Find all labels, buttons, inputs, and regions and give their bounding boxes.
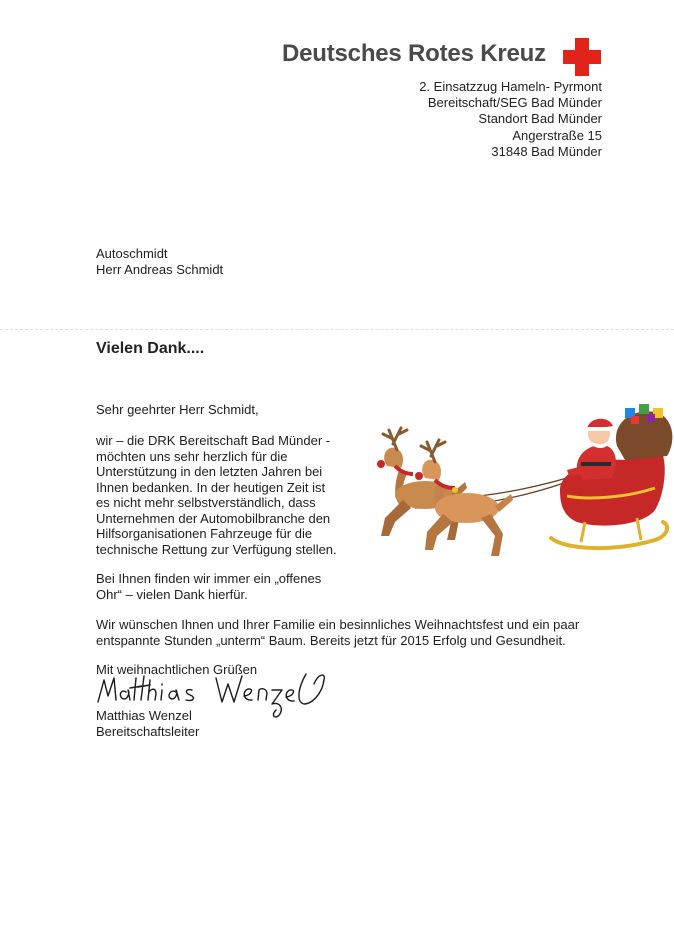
org-name: Deutsches Rotes Kreuz	[282, 40, 546, 67]
recipient-person: Herr Andreas Schmidt	[96, 262, 224, 277]
santa-sleigh-reindeer-icon	[355, 400, 674, 575]
address-line: Bereitschaft/SEG Bad Münder	[427, 95, 602, 111]
santa-icon	[567, 419, 619, 481]
body-paragraph-2: Bei Ihnen finden wir immer ein „offenes Ohr“ – vielen Dank hierfür.	[96, 571, 322, 602]
body-paragraph-1: wir – die DRK Bereitschaft Bad Münder - möchten uns sehr herzlich für die Unterstützung in den letzten Jahren bei Ihnen bedanken. In der heutigen Zeit ist es nicht mehr selbstverständlich, dass Unternehmen der Automobilbranche den Hilfsorganisationen Fahrzeuge für die technische Rettung zur Verfügung stellen.	[96, 433, 337, 557]
address-line: 31848 Bad Münder	[491, 143, 602, 159]
salutation: Sehr geehrter Herr Schmidt,	[96, 402, 259, 417]
closing-phrase: Mit weihnachtlichen Grüßen	[96, 662, 258, 677]
gift-sack-icon	[616, 404, 672, 460]
recipient-company: Autoschmidt	[96, 246, 168, 261]
body-paragraph-3: Wir wünschen Ihnen und Ihrer Familie ein besinnliches Weihnachtsfest und ein paar entspannte Stunden „unterm“ Baum. Bereits jetzt für 2015 Erfolg und Gesundheit.	[96, 617, 580, 648]
recipient-address	[96, 246, 223, 278]
address-line: Angerstraße 15	[512, 127, 602, 143]
sender-address	[419, 79, 602, 160]
address-line: 2. Einsatzzug Hameln- Pyrmont	[419, 79, 602, 94]
red-cross-icon	[563, 38, 601, 76]
letter-subject: Vielen Dank....	[96, 340, 205, 357]
signer-block	[96, 708, 199, 740]
address-line: Standort Bad Münder	[478, 111, 602, 127]
fold-mark	[0, 329, 674, 330]
signer-name: Matthias Wenzel	[96, 708, 192, 723]
reindeer-icon	[377, 428, 467, 540]
signer-title: Bereitschaftsleiter	[96, 724, 200, 739]
